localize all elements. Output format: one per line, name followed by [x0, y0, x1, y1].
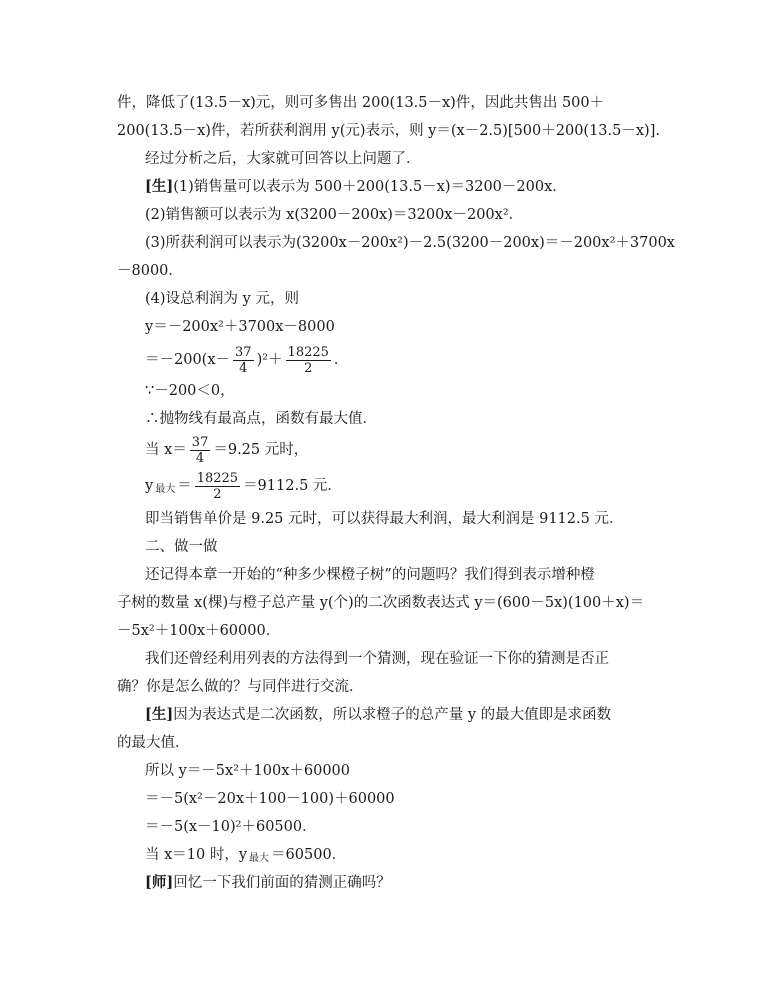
formula-part: ． [333, 352, 349, 368]
text-line-23: 的最大值． [117, 735, 190, 751]
formula-part: 当 x＝10 时，y [145, 847, 248, 863]
formula-part: y [145, 478, 154, 494]
text-line-22-body: 因为表达式是二次函数，所以求橙子的总产量 y 的最大值即是求函数 [173, 707, 612, 723]
fraction-denominator: 4 [239, 360, 248, 376]
fraction [233, 345, 254, 376]
text-line-20: 我们还曾经利用列表的方法得到一个猜测，现在验证一下你的猜测是否正 [145, 651, 609, 667]
formula-line-24: 所以 y＝－5x²＋100x＋60000 [145, 763, 350, 779]
text-line-4 [145, 177, 567, 197]
section-heading: 二、做一做 [145, 539, 218, 555]
fraction [286, 345, 331, 376]
text-line-6: (3)所获利润可以表示为(3200x－200x²)－2.5(3200－200x)＝－200x²＋3700x [145, 235, 675, 251]
formula-line-13 [145, 433, 308, 467]
fraction-denominator: 2 [304, 360, 313, 376]
fraction-denominator: 2 [213, 486, 222, 502]
fraction-numerator: 37 [191, 434, 209, 450]
text-line-1: 件，降低了(13.5－x)元，则可多售出 200(13.5－x)件，因此共售出 500＋ [117, 95, 605, 111]
text-line-18: 子树的数量 x(棵)与橙子总产量 y(个)的二次函数表达式 y＝(600－5x)(100＋x)＝ [117, 595, 645, 611]
formula-line-9: y＝－200x²＋3700x－8000 [145, 319, 335, 335]
formula-part: ＝－200(x－ [145, 352, 231, 368]
formula-part: ＝9112.5 元． [243, 478, 342, 494]
text-line-17: 还记得本章一开始的“种多少棵橙子树”的问题吗？我们得到表示增种橙 [145, 567, 595, 583]
formula-part: ＝60500． [271, 847, 347, 863]
text-line-2: 200(13.5－x)件，若所获利润用 y(元)表示，则 y＝(x－2.5)[500＋200(13.5－x)]． [117, 123, 670, 139]
formula-line-14 [145, 469, 342, 507]
formula-line-10 [145, 343, 348, 377]
speaker-tag-student: [生] [145, 706, 174, 723]
text-line-21: 确？你是怎么做的？与同伴进行交流． [117, 679, 364, 695]
text-line-3: 经过分析之后，大家就可回答以上问题了． [145, 151, 421, 167]
text-line-4-body: (1)销售量可以表示为 500＋200(13.5－x)＝3200－200x． [173, 179, 567, 195]
text-line-12: ∴抛物线有最高点，函数有最大值． [145, 411, 377, 427]
formula-line-27 [145, 845, 346, 869]
formula-part: )²＋ [256, 352, 283, 368]
fraction-numerator: 18225 [287, 344, 329, 360]
text-line-28-body: 回忆一下我们前面的猜测正确吗？ [173, 875, 391, 891]
formula-part: 当 x＝ [145, 442, 187, 458]
subscript: 最大 [155, 484, 176, 495]
fraction-numerator: 18225 [196, 470, 239, 486]
speaker-tag-student: [生] [145, 178, 174, 195]
fraction [195, 471, 240, 502]
text-line-11: ∵－200＜0， [145, 383, 235, 399]
text-line-7: －8000． [117, 263, 183, 279]
text-line-19: －5x²＋100x＋60000． [117, 623, 281, 639]
text-line-8: (4)设总利润为 y 元，则 [145, 291, 299, 307]
text-line-5: (2)销售额可以表示为 x(3200－200x)＝3200x－200x²． [145, 207, 524, 223]
fraction [190, 435, 211, 466]
fraction-denominator: 4 [195, 450, 205, 466]
formula-line-26: ＝－5(x－10)²＋60500． [145, 819, 317, 835]
text-line-22 [145, 705, 611, 725]
text-line-28 [145, 873, 391, 893]
speaker-tag-teacher: [师] [145, 874, 174, 891]
subscript: 最大 [249, 853, 270, 864]
formula-part: ＝9.25 元时， [213, 442, 309, 458]
formula-part: ＝ [177, 478, 192, 494]
formula-line-25: ＝－5(x²－20x＋100－100)＋60000 [145, 791, 395, 807]
fraction-numerator: 37 [235, 344, 252, 360]
text-line-15: 即当销售单价是 9.25 元时，可以获得最大利润，最大利润是 9112.5 元． [145, 511, 624, 527]
